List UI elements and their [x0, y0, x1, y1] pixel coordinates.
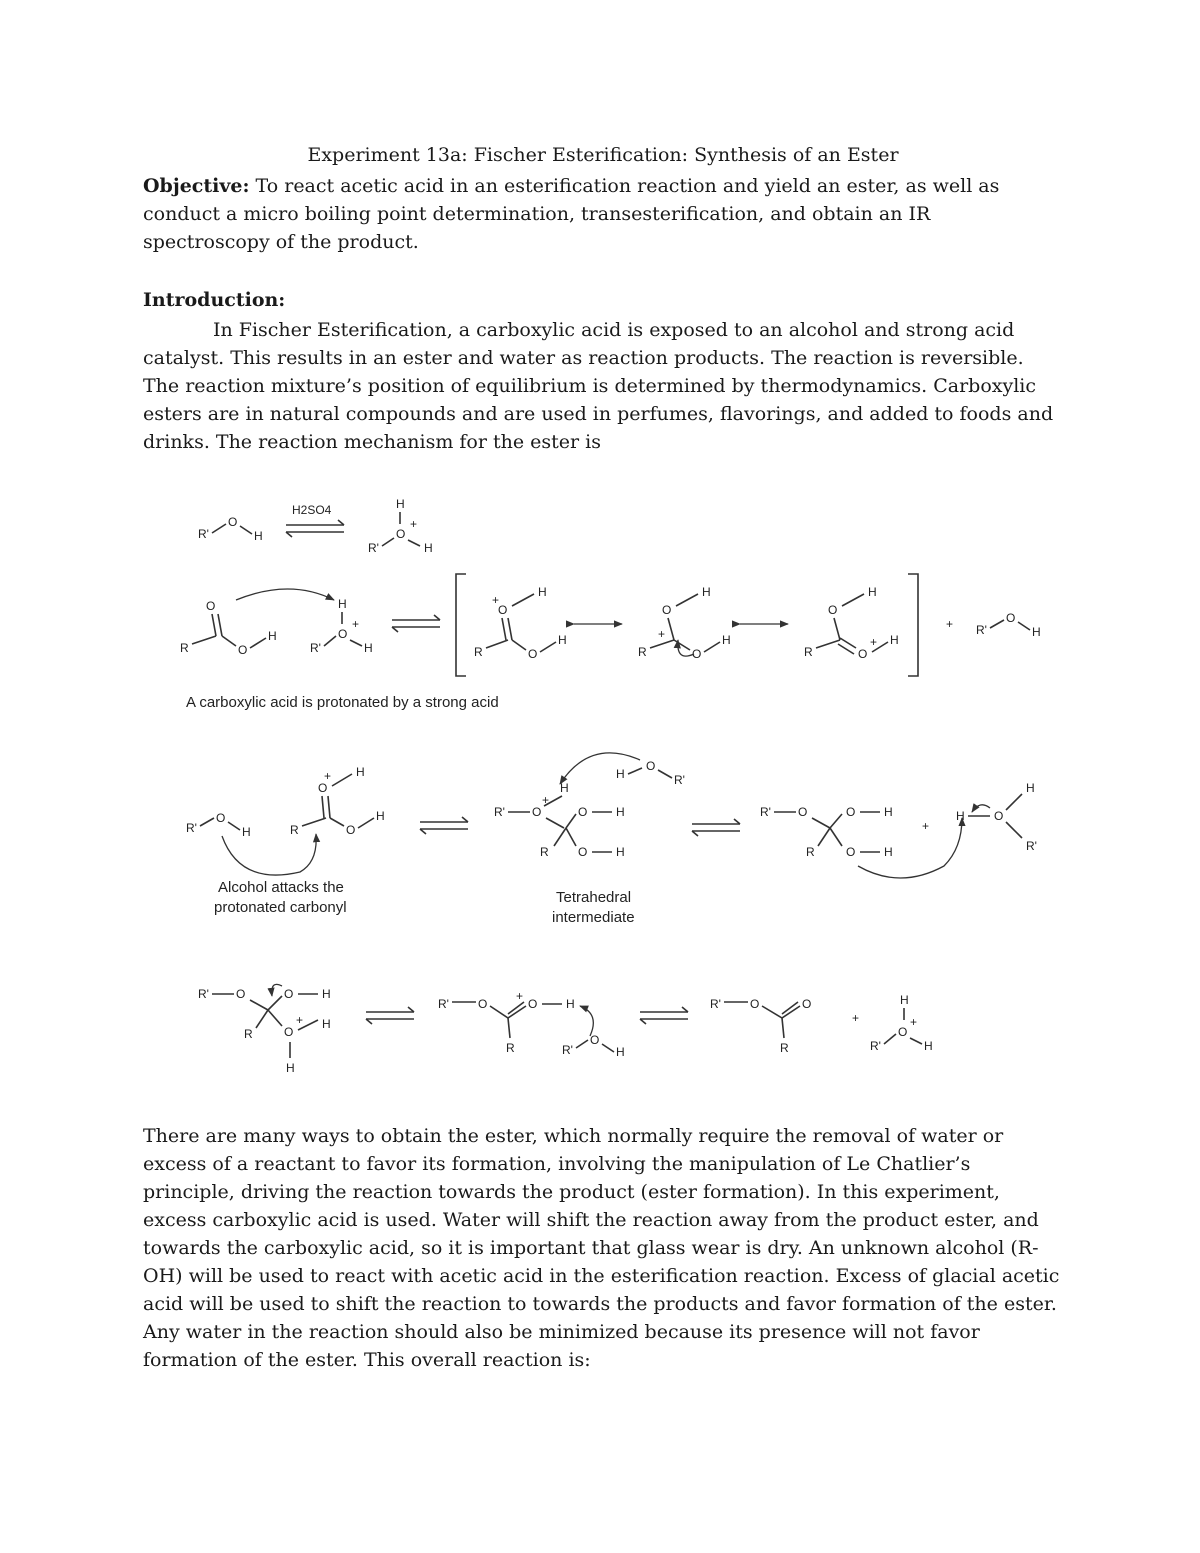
svg-text:+: +	[658, 627, 666, 641]
svg-text:H: H	[322, 987, 331, 1001]
svg-text:H: H	[722, 633, 731, 647]
svg-text:H: H	[884, 805, 893, 819]
step-alcohol-protonation	[198, 497, 433, 555]
svg-text:+: +	[352, 617, 360, 631]
svg-text:O: O	[1006, 611, 1016, 625]
svg-text:R: R	[244, 1027, 253, 1041]
svg-text:O: O	[528, 997, 538, 1011]
svg-text:H: H	[616, 767, 625, 781]
svg-text:O: O	[828, 603, 838, 617]
svg-text:O: O	[578, 805, 588, 819]
objective-label: Objective:	[143, 175, 250, 197]
svg-text:H: H	[884, 845, 893, 859]
svg-text:H: H	[254, 529, 263, 543]
svg-text:+: +	[870, 635, 878, 649]
step-tetrahedral-intermediate	[494, 753, 1037, 926]
caption-protonation: A carboxylic acid is protonated by a strong acid	[186, 694, 499, 711]
svg-text:R: R	[638, 645, 647, 659]
svg-text:O: O	[994, 809, 1004, 823]
objective-text: To react acetic acid in an esterification reaction and yield an ester, as well as conduct a micro boiling point determination, transesterification, and obtain an IR spectroscopy of the product.	[143, 175, 1000, 253]
svg-text:R': R'	[674, 773, 685, 787]
svg-text:H: H	[338, 597, 347, 611]
svg-text:O: O	[284, 987, 294, 1001]
svg-text:H: H	[396, 497, 405, 511]
svg-text:H: H	[322, 1017, 331, 1031]
svg-text:+: +	[410, 517, 418, 531]
svg-text:R: R	[780, 1041, 789, 1055]
svg-text:R: R	[290, 823, 299, 837]
svg-text:O: O	[646, 759, 656, 773]
svg-text:R': R'	[198, 987, 209, 1001]
document-title: Experiment 13a: Fischer Esterification: Synthesis of an Ester	[307, 144, 899, 166]
svg-text:H: H	[900, 993, 909, 1007]
svg-text:H: H	[616, 1045, 625, 1059]
svg-text:O: O	[532, 805, 542, 819]
svg-text:O: O	[662, 603, 672, 617]
svg-text:O: O	[858, 647, 868, 661]
svg-text:H: H	[616, 805, 625, 819]
svg-text:+: +	[910, 1015, 918, 1029]
svg-text:O: O	[750, 997, 760, 1011]
step-water-elimination	[198, 984, 933, 1075]
svg-text:O: O	[318, 781, 328, 795]
svg-text:+: +	[296, 1013, 304, 1027]
svg-text:protonated carbonyl: protonated carbonyl	[214, 899, 347, 916]
svg-text:R': R'	[1026, 839, 1037, 853]
svg-text:+: +	[542, 793, 550, 807]
body-paragraph: There are many ways to obtain the ester, which normally require the removal of water or excess of a reactant to favor its formation, involving the manipulation of Le Chatlier’s principle, driving the reaction towards the product (ester formation). In this experiment, excess carboxylic acid is used. Water will shift the reaction away from the product ester, and towards the carboxylic acid, so it is important that glass wear is dry. An unknown alcohol (R-OH) will be used to react with acetic acid in the esterification reaction. Excess of glacial acetic acid will be used to shift the reaction to towards the products and favor formation of the ester. Any water in the reaction should also be minimized because its presence will not favor formation of the ester. This overall reaction is:	[143, 1125, 1060, 1371]
svg-text:Alcohol attacks the: Alcohol attacks the	[218, 879, 344, 896]
svg-text:R': R'	[494, 805, 505, 819]
svg-text:R: R	[180, 641, 189, 655]
svg-text:R': R'	[368, 541, 379, 555]
svg-text:R: R	[806, 845, 815, 859]
svg-text:O: O	[236, 987, 246, 1001]
svg-text:R': R'	[870, 1039, 881, 1053]
svg-text:H: H	[356, 765, 365, 779]
svg-text:+: +	[516, 989, 524, 1003]
svg-text:H: H	[1026, 781, 1035, 795]
svg-text:H: H	[890, 633, 899, 647]
svg-text:R: R	[804, 645, 813, 659]
svg-text:H: H	[538, 585, 547, 599]
svg-text:H: H	[616, 845, 625, 859]
svg-text:H: H	[702, 585, 711, 599]
svg-text:+: +	[492, 593, 500, 607]
svg-text:O: O	[396, 527, 406, 541]
step-alcohol-attack	[186, 765, 468, 916]
svg-text:O: O	[802, 997, 812, 1011]
svg-text:H: H	[956, 809, 965, 823]
svg-text:intermediate: intermediate	[552, 909, 635, 926]
svg-text:R': R'	[976, 623, 987, 637]
svg-text:O: O	[228, 515, 238, 529]
svg-text:H: H	[286, 1061, 295, 1075]
svg-text:+: +	[852, 1011, 860, 1025]
svg-text:H: H	[376, 809, 385, 823]
intro-paragraph-text: In Fischer Esterification, a carboxylic acid is exposed to an alcohol and strong acid catalyst. This results in an ester and water as reaction products. The reaction is reversible. The reaction mixture’s position of equilibrium is determined by thermodynamics. Carboxylic esters are in natural compounds and are used in perfumes, flavorings, and added to foods and drinks. The reaction mechanism for the ester is	[143, 319, 1054, 453]
svg-text:O: O	[498, 603, 508, 617]
svg-text:O: O	[578, 845, 588, 859]
svg-text:Tetrahedral: Tetrahedral	[556, 889, 632, 906]
svg-text:R': R'	[562, 1043, 573, 1057]
svg-text:R': R'	[438, 997, 449, 1011]
svg-text:R: R	[474, 645, 483, 659]
svg-text:R': R'	[710, 997, 721, 1011]
svg-text:H: H	[868, 585, 877, 599]
svg-text:O: O	[798, 805, 808, 819]
svg-text:O: O	[238, 643, 248, 657]
svg-text:H: H	[268, 629, 277, 643]
svg-text:R: R	[506, 1041, 515, 1055]
svg-text:R': R'	[760, 805, 771, 819]
svg-text:H: H	[560, 781, 569, 795]
svg-text:O: O	[846, 805, 856, 819]
svg-text:+: +	[324, 769, 332, 783]
svg-text:H: H	[558, 633, 567, 647]
svg-text:O: O	[478, 997, 488, 1011]
introduction-heading: Introduction:	[143, 289, 286, 311]
svg-text:O: O	[898, 1025, 908, 1039]
svg-text:O: O	[206, 599, 216, 613]
svg-text:R': R'	[310, 641, 321, 655]
svg-text:R': R'	[198, 527, 209, 541]
svg-text:H: H	[1032, 625, 1041, 639]
svg-text:O: O	[692, 647, 702, 661]
svg-text:O: O	[284, 1025, 294, 1039]
svg-text:O: O	[338, 627, 348, 641]
svg-text:+: +	[946, 617, 954, 631]
svg-text:H: H	[566, 997, 575, 1011]
svg-text:+: +	[922, 819, 930, 833]
svg-text:O: O	[590, 1033, 600, 1047]
svg-text:O: O	[528, 647, 538, 661]
catalyst-label: H2SO4	[292, 503, 332, 517]
svg-text:H: H	[242, 825, 251, 839]
svg-text:R: R	[540, 845, 549, 859]
svg-text:H: H	[364, 641, 373, 655]
svg-text:H: H	[924, 1039, 933, 1053]
step-carbonyl-protonation	[180, 574, 1041, 711]
svg-text:H: H	[424, 541, 433, 555]
svg-text:O: O	[216, 811, 226, 825]
svg-text:R': R'	[186, 821, 197, 835]
svg-text:O: O	[346, 823, 356, 837]
svg-text:O: O	[846, 845, 856, 859]
